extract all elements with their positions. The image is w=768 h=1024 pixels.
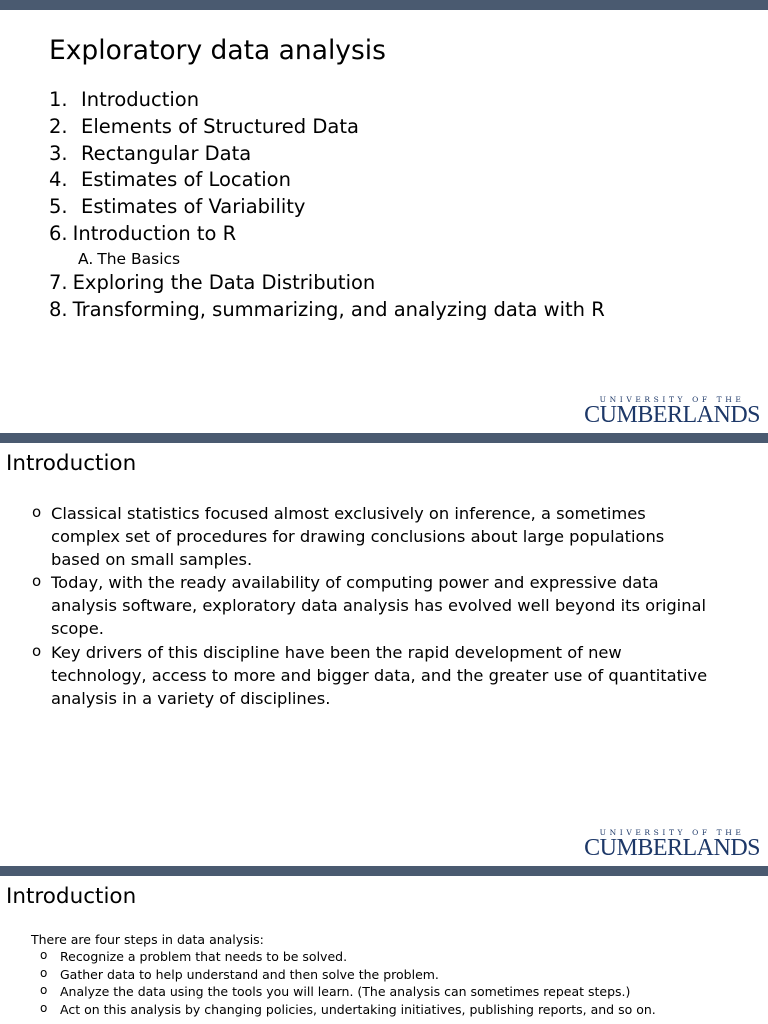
bullet-icon: o xyxy=(32,641,42,660)
bullet-item: o Analyze the data using the tools you will learn. (The analysis can sometimes repeat steps.) xyxy=(40,983,631,1000)
bullet-item: o Gather data to help understand and then solve the problem. xyxy=(40,965,439,982)
bullet-list xyxy=(32,502,712,710)
bullet-icon: o xyxy=(40,1000,48,1015)
outline-item: 8. Transforming, summarizing, and analyzing data with R xyxy=(49,297,605,321)
university-logo: UNIVERSITY OF THE CUMBERLANDS xyxy=(584,828,760,861)
bullet-item: o Classical statistics focused almost exclusively on inference, a sometimes complex set of procedures for drawing conclusions about large populations based on small samples. xyxy=(32,503,665,570)
bullet-item: o Recognize a problem that needs to be solved. xyxy=(40,948,348,964)
outline-item: 6. Introduction to R xyxy=(49,221,237,245)
bullet-icon: o xyxy=(32,503,42,521)
slide-top-bar xyxy=(0,0,768,10)
bullet-icon: o xyxy=(32,572,42,591)
lead-text: There are four steps in data analysis: xyxy=(31,932,264,947)
outline-item: 5. Estimates of Variability xyxy=(49,195,306,219)
outline-item: 1. Introduction xyxy=(49,88,200,111)
outline-item: 2. Elements of Structured Data xyxy=(49,114,359,138)
outline-subitem: A. The Basics xyxy=(78,249,181,268)
slide-title: Exploratory data analysis xyxy=(49,35,386,66)
bullet-item: o Key drivers of this discipline have been the rapid development of new technology, access to more and bigger data, and the greater use of quantitative analysis in a variety of disciplines. xyxy=(32,641,708,708)
university-logo: UNIVERSITY OF THE CUMBERLANDS xyxy=(584,395,760,428)
bullet-list xyxy=(40,948,656,1018)
bullet-item: o Today, with the ready availability of computing power and expressive data analysis software, exploratory data analysis has evolved well beyond its original scope. xyxy=(32,572,707,639)
slide-top-bar xyxy=(0,866,768,876)
slide-1 xyxy=(0,0,768,433)
bullet-icon: o xyxy=(40,965,48,980)
slide-title: Introduction xyxy=(6,451,137,476)
bullet-icon: o xyxy=(40,983,48,998)
slide-top-bar xyxy=(0,433,768,443)
bullet-item: o Act on this analysis by changing policies, undertaking initiatives, publishing reports, and so on. xyxy=(40,1000,656,1017)
outline-item: 3. Rectangular Data xyxy=(49,141,252,165)
outline-item: 4. Estimates of Location xyxy=(49,168,291,192)
bullet-icon: o xyxy=(40,948,48,962)
outline-list xyxy=(49,87,605,323)
outline-item: 7. Exploring the Data Distribution xyxy=(49,270,376,294)
slide-title: Introduction xyxy=(6,884,137,909)
